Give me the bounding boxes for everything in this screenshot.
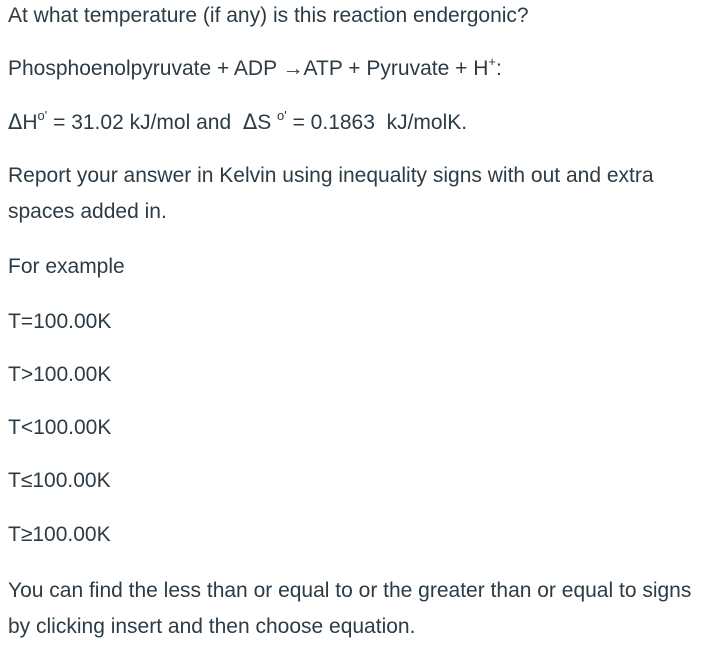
reaction-charge: +	[488, 54, 496, 69]
delta-s-label: S	[257, 111, 278, 134]
example-equal: T=100.00K	[8, 310, 112, 333]
delta-s-symbol: Δ	[242, 110, 258, 134]
delta-h-symbol: Δ	[8, 110, 23, 134]
example-greater-equal: T≥100.00K	[8, 523, 111, 546]
delta-h-standard: o'	[37, 108, 48, 123]
delta-h-value: = 31.02 kJ/mol and	[47, 111, 243, 134]
reaction-equation	[8, 54, 502, 81]
footer-note: You can find the less than or equal to or the greater than or equal to signs by clicking insert and then choose equation.	[8, 579, 692, 638]
reaction-text: Phosphoenolpyruvate + ADP →ATP + Pyruvate + H	[8, 57, 489, 80]
question-title: At what temperature (if any) is this reaction endergonic?	[8, 4, 529, 27]
delta-s-standard: o'	[277, 108, 287, 123]
instructions: Report your answer in Kelvin using inequality signs with out and extra spaces added in.	[8, 164, 654, 223]
example-less-equal: T≤100.00K	[8, 469, 111, 492]
thermo-values	[8, 110, 467, 135]
delta-s-value: = 0.1863 kJ/molK.	[286, 111, 468, 134]
example-less: T<100.00K	[8, 416, 112, 439]
example-label: For example	[8, 255, 125, 278]
reaction-suffix: :	[495, 57, 502, 80]
delta-h-label: H	[22, 111, 38, 134]
example-greater: T>100.00K	[8, 363, 112, 386]
